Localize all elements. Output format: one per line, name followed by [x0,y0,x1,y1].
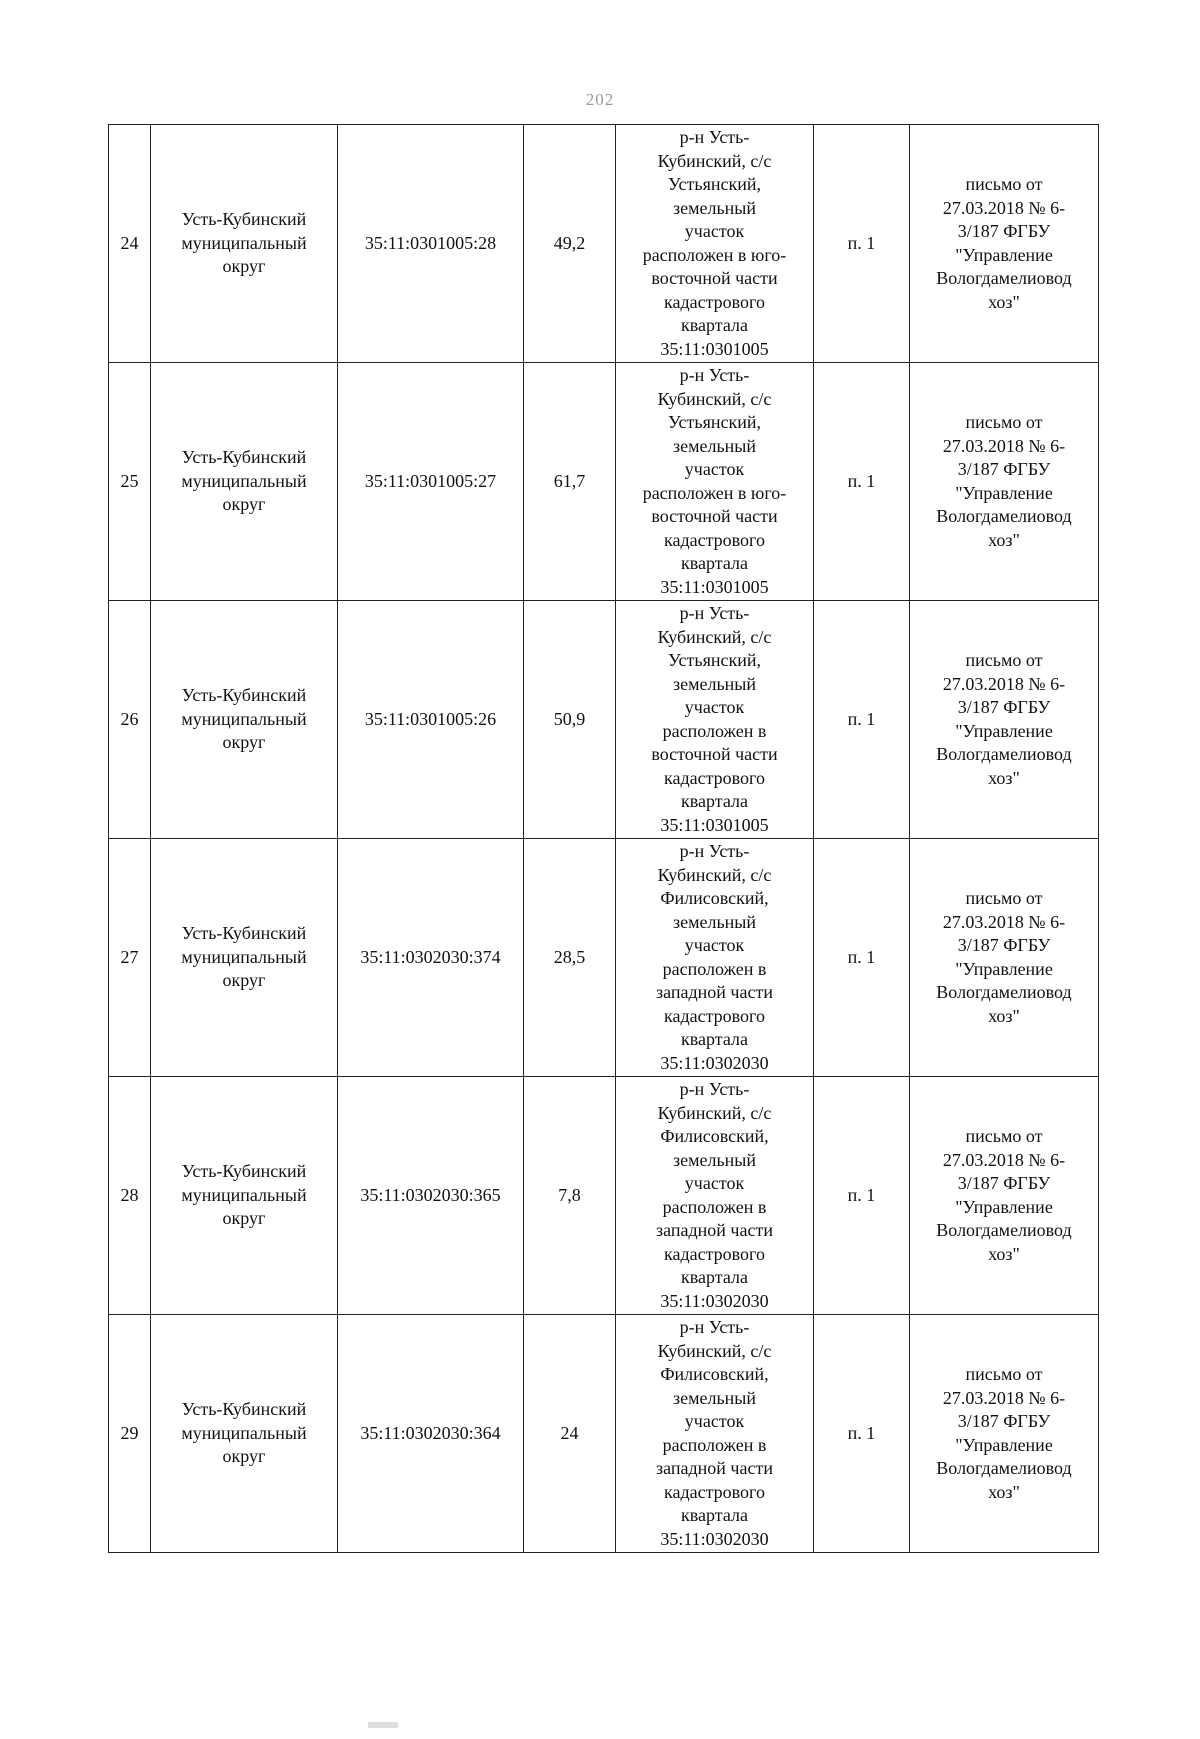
district-name: Усть-Кубинский муниципальный округ [181,1161,307,1229]
area-cell [524,363,616,601]
area-value: 7,8 [558,1184,581,1205]
table-row [109,125,1099,363]
location-description: р-н Усть- Кубинский, с/с Филисовский, земельный участок расположен в западной части кадастрового квартала 35:11:0302030 [656,1317,773,1549]
clause-reference: п. 1 [847,708,876,729]
location-cell [616,601,814,839]
row-number-cell [109,363,151,601]
area-value: 50,9 [553,708,586,729]
district-cell [151,839,338,1077]
cadastral-number: 35:11:0302030:365 [360,1184,501,1205]
row-number-cell [109,1077,151,1315]
area-cell [524,1077,616,1315]
basis-cell [910,125,1099,363]
clause-cell [814,839,910,1077]
table-row [109,839,1099,1077]
clause-cell [814,363,910,601]
basis-document: письмо от 27.03.2018 № 6- 3/187 ФГБУ "Управление Вологдамелиовод хоз" [936,1364,1072,1502]
row-number: 24 [120,232,139,253]
row-number-cell [109,1315,151,1553]
location-cell [616,125,814,363]
clause-reference: п. 1 [847,946,876,967]
clause-cell [814,1315,910,1553]
cadastral-cell [338,363,524,601]
location-cell [616,839,814,1077]
land-plots-table [108,124,1099,1553]
location-cell [616,1315,814,1553]
basis-document: письмо от 27.03.2018 № 6- 3/187 ФГБУ "Управление Вологдамелиовод хоз" [936,412,1072,550]
basis-document: письмо от 27.03.2018 № 6- 3/187 ФГБУ "Управление Вологдамелиовод хоз" [936,174,1072,312]
table-row [109,1077,1099,1315]
basis-document: письмо от 27.03.2018 № 6- 3/187 ФГБУ "Управление Вологдамелиовод хоз" [936,1126,1072,1264]
row-number: 25 [120,470,139,491]
cadastral-number: 35:11:0301005:28 [364,232,497,253]
location-description: р-н Усть- Кубинский, с/с Филисовский, земельный участок расположен в западной части кадастрового квартала 35:11:0302030 [656,1079,773,1311]
area-value: 28,5 [553,946,586,967]
clause-cell [814,601,910,839]
row-number: 28 [120,1184,139,1205]
row-number: 29 [120,1422,139,1443]
clause-reference: п. 1 [847,232,876,253]
district-name: Усть-Кубинский муниципальный округ [181,685,307,753]
district-cell [151,601,338,839]
row-number-cell [109,839,151,1077]
district-cell [151,125,338,363]
district-cell [151,363,338,601]
district-name: Усть-Кубинский муниципальный округ [181,447,307,515]
cadastral-number: 35:11:0301005:27 [364,470,497,491]
cadastral-number: 35:11:0301005:26 [364,708,497,729]
area-value: 49,2 [553,232,586,253]
area-cell [524,839,616,1077]
district-cell [151,1077,338,1315]
area-value: 24 [560,1422,579,1443]
table-row [109,1315,1099,1553]
clause-reference: п. 1 [847,470,876,491]
cadastral-number: 35:11:0302030:374 [360,946,501,967]
clause-cell [814,125,910,363]
basis-cell [910,363,1099,601]
basis-cell [910,601,1099,839]
district-name: Усть-Кубинский муниципальный округ [181,923,307,991]
area-cell [524,601,616,839]
cadastral-cell [338,125,524,363]
scan-artifact [368,1722,398,1728]
basis-document: письмо от 27.03.2018 № 6- 3/187 ФГБУ "Управление Вологдамелиовод хоз" [936,650,1072,788]
district-name: Усть-Кубинский муниципальный округ [181,1399,307,1467]
row-number-cell [109,601,151,839]
clause-cell [814,1077,910,1315]
table-row [109,363,1099,601]
cadastral-cell [338,1315,524,1553]
row-number: 27 [120,946,139,967]
table-row [109,601,1099,839]
location-cell [616,363,814,601]
area-value: 61,7 [553,470,586,491]
clause-reference: п. 1 [847,1422,876,1443]
cadastral-number: 35:11:0302030:364 [360,1422,501,1443]
basis-document: письмо от 27.03.2018 № 6- 3/187 ФГБУ "Управление Вологдамелиовод хоз" [936,888,1072,1026]
area-cell [524,1315,616,1553]
row-number-cell [109,125,151,363]
page-number: 202 [585,90,615,109]
location-description: р-н Усть- Кубинский, с/с Устьянский, земельный участок расположен в юго- восточной части кадастрового квартала 35:11:0301005 [642,365,787,597]
location-cell [616,1077,814,1315]
area-cell [524,125,616,363]
cadastral-cell [338,1077,524,1315]
clause-reference: п. 1 [847,1184,876,1205]
location-description: р-н Усть- Кубинский, с/с Устьянский, земельный участок расположен в юго- восточной части кадастрового квартала 35:11:0301005 [642,127,787,359]
district-cell [151,1315,338,1553]
basis-cell [910,1077,1099,1315]
district-name: Усть-Кубинский муниципальный округ [181,209,307,277]
row-number: 26 [120,708,139,729]
basis-cell [910,1315,1099,1553]
basis-cell [910,839,1099,1077]
location-description: р-н Усть- Кубинский, с/с Филисовский, земельный участок расположен в западной части кадастрового квартала 35:11:0302030 [656,841,773,1073]
cadastral-cell [338,839,524,1077]
cadastral-cell [338,601,524,839]
location-description: р-н Усть- Кубинский, с/с Устьянский, земельный участок расположен в восточной части кадастрового квартала 35:11:0301005 [651,603,778,835]
